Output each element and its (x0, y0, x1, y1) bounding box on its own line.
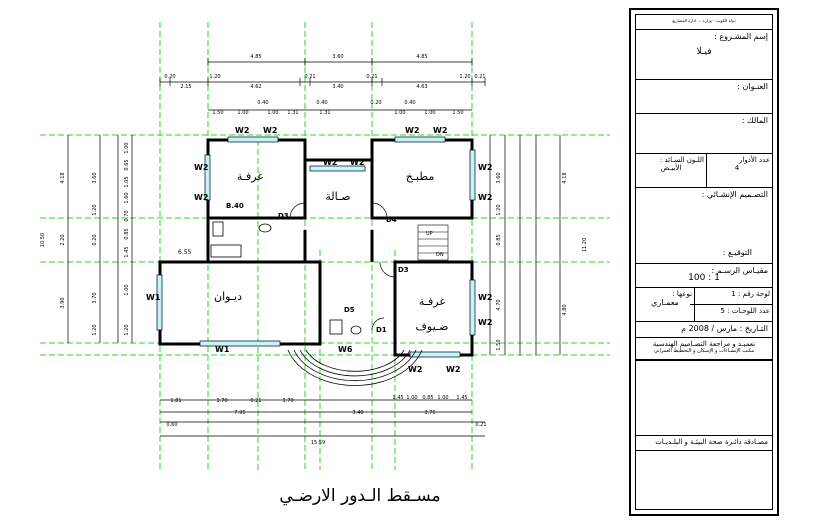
address-label: العنـوان : (737, 82, 768, 91)
window-tag: W2 (263, 126, 278, 135)
dim-text: 0.21 (475, 422, 487, 428)
dim-text: 1.20 (92, 204, 98, 216)
window-tag: W1 (215, 345, 230, 354)
dim-text: 2.15 (180, 84, 192, 90)
dim-text: 0.85 (422, 395, 434, 401)
office-line2: مكتب الإنشـاءات و الإسكان و التخطيط العمراني (653, 348, 755, 354)
floors-color-row (636, 153, 772, 187)
left-dimension-texts (40, 142, 130, 335)
office-line1: تعميـد و مراجعة التصـاميم الهندسية (652, 340, 756, 348)
dim-text: 1.00 (124, 142, 130, 154)
dim-text: 1.20 (92, 324, 98, 336)
dim-text: 0.40 (257, 100, 269, 106)
room-diwan: ديـوان (214, 290, 242, 303)
title-block-frame (635, 14, 773, 510)
design-label: التصـميم الإنشـائي : (701, 190, 768, 199)
door-tag: D4 (386, 216, 397, 224)
dim-text: 3.60 (332, 54, 344, 60)
dim-text: 0.65 (124, 159, 130, 171)
window-tag: W2 (478, 193, 493, 202)
stair-up-label: UP (426, 231, 433, 237)
dim-text: 1.50 (212, 110, 224, 116)
window-tag: W2 (433, 126, 448, 135)
window-tag: W1 (146, 293, 161, 302)
date-value: مارس / 2008 م (681, 324, 738, 333)
title-block-header: دولة الكويت - وزارة ... ادارة المشاريع (672, 18, 736, 23)
dim-text: 0.20 (164, 74, 176, 80)
date-row (636, 321, 772, 337)
office-row (636, 337, 772, 361)
dim-text: 3.90 (60, 297, 66, 309)
dim-text: 0.60 (166, 422, 178, 428)
approval-row (636, 435, 772, 451)
dim-text: 0.70 (124, 210, 130, 222)
door-tag: D3 (278, 212, 289, 220)
dim-text: 1.31 (287, 110, 299, 116)
owner-row (636, 113, 772, 153)
dim-text: 10.50 (40, 232, 46, 248)
dim-text: 3.70 (282, 398, 294, 404)
dim-text: 0.40 (404, 100, 416, 106)
dim-text: 1.50 (452, 110, 464, 116)
scale-value: 1 : 100 (688, 273, 720, 283)
window-tag: W2 (194, 193, 209, 202)
dim-text: 1.45 (392, 395, 404, 401)
plan-title: مسـقط الـدور الارضـي (279, 486, 441, 506)
sheets-count-cell (690, 304, 772, 317)
door-swings (290, 203, 395, 330)
dim-text: 1.20 (459, 74, 471, 80)
dim-text: 1.00 (394, 110, 406, 116)
project-value: فيـلا (696, 47, 712, 57)
window-tag: W2 (350, 158, 365, 167)
dim-text: 4.85 (416, 54, 428, 60)
scale-label: مقيـاس الرسـم : (711, 266, 768, 275)
sheet-type-value: معمـاري (651, 298, 679, 307)
window-tag: W2 (478, 163, 493, 172)
dim-text: 1.20 (124, 324, 130, 336)
window-tag: W2 (323, 158, 338, 167)
dim-text: 0.21 (250, 398, 262, 404)
dim-text: 0.20 (92, 234, 98, 246)
dim-text: 0.85 (124, 228, 130, 240)
dim-text: 7.95 (234, 410, 246, 416)
dim-text: 1.00 (437, 395, 449, 401)
dim-text: 1.45 (124, 246, 130, 258)
dim-text: 3.60 (92, 172, 98, 184)
dim-text: 3.70 (216, 398, 228, 404)
dim-text: 4.62 (250, 84, 262, 90)
dim-text: 0.21 (366, 74, 378, 80)
dim-text: 0.20 (370, 100, 382, 106)
room-bedroom: غرفـة (236, 170, 264, 183)
door-tag: B.40 (226, 202, 244, 210)
window-tag: W2 (235, 126, 250, 135)
grid-axis-lines (40, 22, 610, 470)
dim-text: 4.18 (562, 172, 568, 184)
color-label: اللـون السـائد : (659, 156, 704, 164)
dim-text: 0.85 (496, 234, 502, 246)
small-dimension-label: 6.55 (178, 249, 192, 256)
bathroom-fixtures (211, 222, 361, 334)
dim-text: 4.63 (416, 84, 428, 90)
dim-text: 4.70 (496, 299, 502, 311)
room-guest-line2: ضـيوف (415, 320, 449, 333)
sheet-no-value: 1 (731, 290, 736, 298)
dim-text: 1.45 (456, 395, 468, 401)
dim-text: 1.20 (209, 74, 221, 80)
window-tag: W2 (446, 365, 461, 374)
sheet-row (636, 287, 772, 321)
room-kitchen: مطبـخ (405, 170, 435, 183)
dim-text: 2.20 (60, 234, 66, 246)
color-cell (636, 154, 706, 174)
dim-text: 4.80 (562, 304, 568, 316)
window-tag: W6 (338, 345, 353, 354)
design-row (636, 187, 772, 263)
dim-text: 0.21 (474, 74, 486, 80)
dim-text: 15.59 (310, 440, 326, 446)
window-tag: W2 (408, 365, 423, 374)
floors-label: عدد الأدوار (739, 156, 770, 164)
title-block (629, 8, 779, 516)
door-tag: D5 (344, 306, 355, 314)
dim-text: 0.40 (316, 100, 328, 106)
sheets-count-label: عدد اللوحـات : (727, 307, 770, 315)
bottom-dimension-texts (166, 395, 486, 446)
window-tag: W2 (478, 293, 493, 302)
dim-text: 1.05 (124, 176, 130, 188)
dim-text: 1.00 (124, 284, 130, 296)
dim-text: 1.60 (124, 192, 130, 204)
address-row (636, 79, 772, 113)
date-label: التـاريخ : (739, 324, 768, 333)
bottom-dimension-lines (160, 400, 485, 436)
dim-text: 11.20 (582, 237, 588, 253)
scale-row (636, 263, 772, 287)
window-tag: W2 (194, 163, 209, 172)
floors-value: 4 (734, 164, 740, 172)
window-tag: W2 (478, 318, 493, 327)
room-hall: صـالة (325, 190, 351, 203)
dim-text: 1.00 (424, 110, 436, 116)
dim-text: 1.31 (319, 110, 331, 116)
dim-text: 1.00 (406, 395, 418, 401)
dim-text: 1.00 (237, 110, 249, 116)
sheet-no-label: لوحة رقم : (737, 290, 770, 298)
sheet-type-label: نوعها : (672, 290, 692, 298)
floors-cell (702, 154, 772, 174)
room-guest-line1: غرفـة (418, 295, 446, 308)
color-value: الأبيـض (660, 164, 682, 172)
door-tag: D3 (398, 266, 409, 274)
dim-text: 3.40 (332, 84, 344, 90)
sheet-type-cell (636, 288, 694, 309)
owner-label: المالك : (741, 116, 768, 125)
dim-text: 1.20 (496, 204, 502, 216)
dim-text: 1.00 (267, 110, 279, 116)
dim-text: 4.18 (60, 172, 66, 184)
door-tag: D1 (376, 326, 387, 334)
dim-text: 4.85 (250, 54, 262, 60)
project-row (636, 29, 772, 79)
window-tag: W2 (405, 126, 420, 135)
dim-text: 1.50 (496, 339, 502, 351)
dim-text: 0.21 (304, 74, 316, 80)
dim-text: 1.81 (170, 398, 182, 404)
dim-text: 3.60 (496, 172, 502, 184)
stair-down-label: DN (436, 252, 444, 258)
approval-label: مصـادقة دائـرة صحة البيئـة و البلـديـات (655, 438, 768, 446)
sheet-no-cell (690, 288, 772, 300)
signature-label: التوقيـع : (722, 248, 752, 257)
project-label: إسم المشـروع : (714, 32, 768, 41)
dim-text: 3.70 (92, 292, 98, 304)
sheets-count-value: 5 (720, 307, 725, 315)
dim-text: 3.75 (424, 410, 436, 416)
top-dimension-texts (164, 54, 485, 116)
dim-text: 3.40 (352, 410, 364, 416)
left-dimension-lines (68, 135, 132, 343)
